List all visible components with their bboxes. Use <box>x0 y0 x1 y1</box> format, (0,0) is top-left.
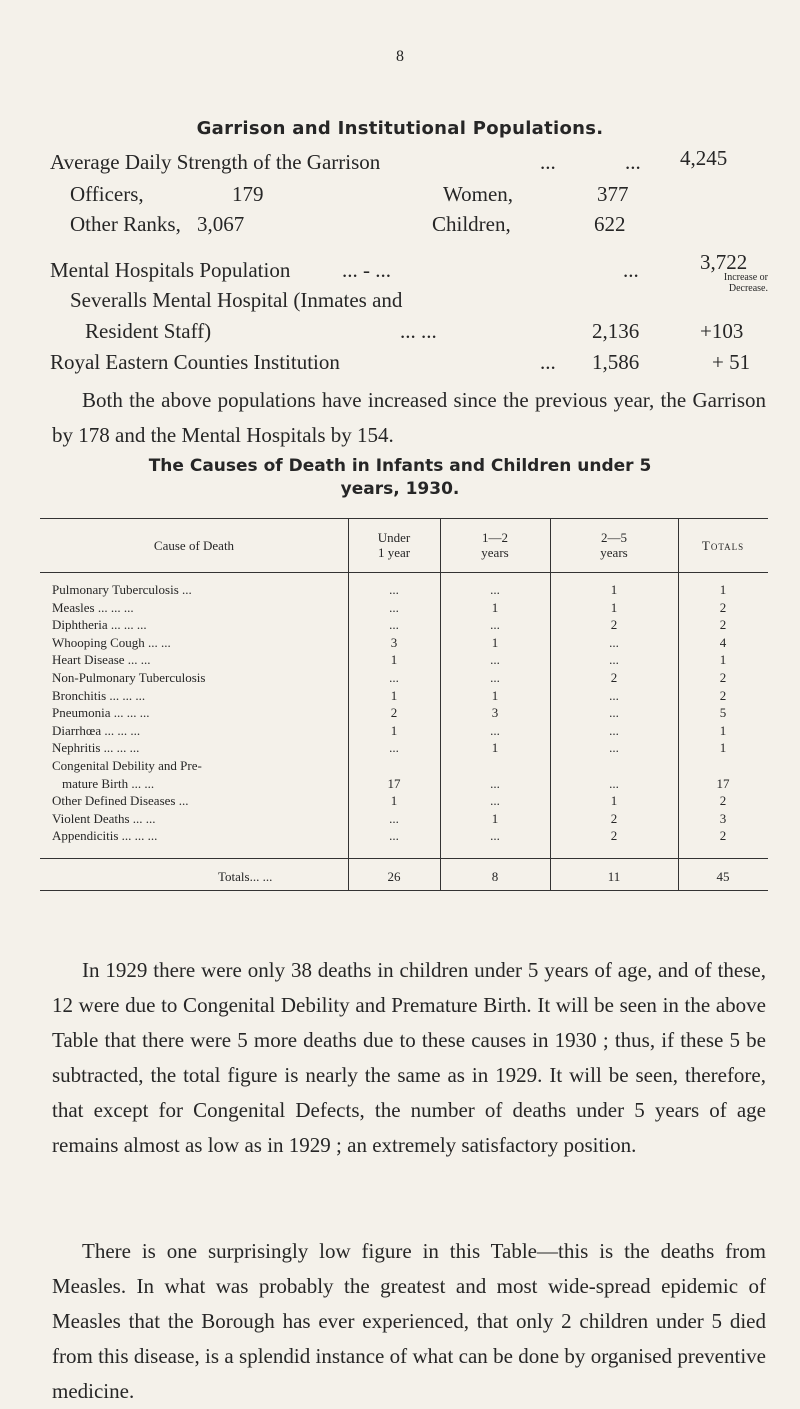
cell-1-2: ... <box>490 793 500 809</box>
children-label: Children, <box>432 212 511 236</box>
cell-2-5: ... <box>609 634 619 650</box>
mental-dots: ... - ... <box>342 258 391 282</box>
cell-under-1: 1 <box>390 722 398 738</box>
royal-label: Royal Eastern Counties Institution <box>50 350 340 374</box>
cell-2-5: 2 <box>610 670 618 685</box>
women-label: Women, <box>443 182 514 206</box>
other-ranks-value: 3,067 <box>197 212 245 236</box>
header-under-1-a: Under <box>377 530 411 545</box>
cell-1-2: ... <box>490 617 500 633</box>
table-title-line-1: The Causes of Death in Infants and Children under 5 <box>148 456 652 476</box>
garrison-avg-dots-2: ... <box>625 150 641 174</box>
severalls-label-1: Severalls Mental Hospital (Inmates and <box>70 288 403 312</box>
garrison-avg-total: 4,245 <box>680 146 728 170</box>
cell-total: 2 <box>719 687 727 703</box>
cell-cause: Whooping Cough ... ... <box>52 634 171 650</box>
cell-total: 2 <box>719 670 727 685</box>
cell-cause: Appendicitis ... ... ... <box>52 828 158 844</box>
cell-under-1: 2 <box>390 705 398 721</box>
cell-under-1: ... <box>389 828 399 844</box>
header-2-5-a: 2—5 <box>601 530 627 545</box>
cell-total: 1 <box>719 652 727 668</box>
change-header-line-1: Increase or <box>723 272 768 283</box>
cell-2-5: 1 <box>610 582 618 597</box>
cell-2-5: ... <box>609 705 619 721</box>
garrison-avg-dots-1: ... <box>540 150 556 174</box>
cell-cause: Congenital Debility and Pre- <box>52 758 202 773</box>
header-under-1-b: 1 year <box>377 545 411 560</box>
table-title-line-2: years, 1930. <box>340 479 460 499</box>
table-bottom-rule <box>40 890 768 891</box>
header-2-5-b: years <box>600 545 628 560</box>
totals-all: 45 <box>716 869 730 884</box>
table-top-rule <box>40 518 768 519</box>
cell-2-5: ... <box>609 775 619 791</box>
cell-2-5: 1 <box>610 599 618 615</box>
cell-1-2: ... <box>490 828 500 844</box>
cell-1-2: ... <box>490 670 500 685</box>
cell-under-1: ... <box>389 810 399 826</box>
totals-label: Totals... ... <box>218 869 273 884</box>
cell-cause: Pulmonary Tuberculosis ... <box>52 582 192 597</box>
cell-cause: Pneumonia ... ... ... <box>52 705 150 721</box>
cell-total: 2 <box>719 599 727 615</box>
cell-1-2: 1 <box>491 599 499 615</box>
mental-total: 3,722 <box>700 250 748 274</box>
cell-2-5: 2 <box>610 828 618 844</box>
cell-under-1: 1 <box>390 793 398 809</box>
cell-total: 4 <box>719 634 727 650</box>
change-header-line-2: Decrease. <box>728 283 768 294</box>
severalls-value: 2,136 <box>592 319 640 343</box>
cell-under-1: ... <box>389 740 399 756</box>
change-header <box>680 272 768 294</box>
cell-under-1: 17 <box>387 775 401 791</box>
population-paragraph: Both the above populations have increased since the previous year, the Garrison by 178 and the Mental Hospitals by 154. <box>52 388 766 447</box>
cell-1-2: ... <box>490 582 500 597</box>
cell-cause: Diarrhœa ... ... ... <box>52 722 141 738</box>
cell-cause: Diphtheria ... ... ... <box>52 617 147 633</box>
section-title: Garrison and Institutional Populations. <box>196 118 604 139</box>
children-value: 622 <box>594 212 626 236</box>
totals-1-2: 8 <box>491 869 499 884</box>
cell-2-5: ... <box>609 687 619 703</box>
cell-under-1: 1 <box>390 652 398 668</box>
cell-total: 2 <box>719 793 727 809</box>
header-1-2-b: years <box>481 545 509 560</box>
cell-total: 2 <box>719 828 727 844</box>
cell-total: 17 <box>716 775 730 791</box>
header-under-1 <box>348 530 440 560</box>
cell-1-2: 1 <box>491 634 499 650</box>
cell-cause: Other Defined Diseases ... <box>52 793 189 809</box>
cell-cause: Nephritis ... ... ... <box>52 740 140 756</box>
deaths-paragraph: In 1929 there were only 38 deaths in children under 5 years of age, and of these, 12 were due to Congenital Debility and Premature Birth. It will be seen in the above Table that there were 5 more deaths due to these causes in 1930 ; thus, if these 5 be subtracted, the total figure is nearly the same as in 1929. It will be seen, therefore, that except for Congenital Defects, the number of deaths under 5 years of age remains almost as low as in 1929 ; an extremely satisfactory position. <box>52 958 766 1157</box>
cell-2-5: ... <box>609 740 619 756</box>
cell-1-2: 3 <box>491 705 499 721</box>
cell-1-2: ... <box>490 652 500 668</box>
cell-under-1: ... <box>389 670 399 685</box>
mental-dots-2: ... <box>623 258 639 282</box>
table-totals-rule <box>40 858 768 859</box>
cell-1-2: ... <box>490 722 500 738</box>
other-ranks-label: Other Ranks, <box>70 212 181 236</box>
totals-2-5: 11 <box>607 869 621 884</box>
cell-1-2: 1 <box>491 687 499 703</box>
cell-cause: Non-Pulmonary Tuberculosis <box>52 670 206 685</box>
cell-1-2: ... <box>490 775 500 791</box>
cell-2-5: ... <box>609 652 619 668</box>
measles-paragraph: There is one surprisingly low figure in this Table—this is the deaths from Measles. In what was probably the greatest and most wide-spread epidemic of Measles that the Borough has ever experienced, that only 2 children under 5 died from this disease, is a splendid instance of what can be done by organised preventive medicine. <box>52 1239 766 1403</box>
header-cause: Cause of Death <box>153 538 235 553</box>
cell-total: 1 <box>719 722 727 738</box>
officers-label: Officers, <box>70 182 144 206</box>
cell-total: 1 <box>719 740 727 756</box>
cell-1-2: 1 <box>491 810 499 826</box>
cell-under-1: ... <box>389 617 399 633</box>
cell-2-5: 2 <box>610 810 618 826</box>
table-header-rule <box>40 572 768 573</box>
cell-2-5: 2 <box>610 617 618 633</box>
garrison-avg-label: Average Daily Strength of the Garrison <box>50 150 381 174</box>
cell-total: 3 <box>719 810 727 826</box>
women-value: 377 <box>597 182 629 206</box>
header-totals: Totals <box>701 538 745 553</box>
cell-cause: Heart Disease ... ... <box>52 652 151 668</box>
cell-under-1: ... <box>389 582 399 597</box>
severalls-change: +103 <box>700 319 744 343</box>
royal-dots: ... <box>540 350 556 374</box>
cell-cause: mature Birth ... ... <box>62 775 155 791</box>
header-2-5 <box>550 530 678 560</box>
cell-1-2: 1 <box>491 740 499 756</box>
cell-2-5: 1 <box>610 793 618 809</box>
cell-total: 5 <box>719 705 727 721</box>
totals-under-1: 26 <box>387 869 401 884</box>
header-1-2-a: 1—2 <box>482 530 508 545</box>
causes-of-death-table <box>40 518 768 923</box>
royal-value: 1,586 <box>592 350 640 374</box>
cell-under-1: 3 <box>390 634 398 650</box>
cell-total: 2 <box>719 617 727 633</box>
cell-2-5: ... <box>609 722 619 738</box>
cell-under-1: 1 <box>390 687 398 703</box>
page-number: 8 <box>396 48 404 65</box>
header-1-2 <box>440 530 550 560</box>
cell-cause: Measles ... ... ... <box>52 599 134 615</box>
cell-total: 1 <box>719 582 727 597</box>
severalls-dots: ... ... <box>400 319 437 343</box>
royal-change: + 51 <box>712 350 751 374</box>
cell-cause: Violent Deaths ... ... <box>52 810 156 826</box>
cell-cause: Bronchitis ... ... ... <box>52 687 146 703</box>
officers-value: 179 <box>232 182 264 206</box>
cell-under-1: ... <box>389 599 399 615</box>
mental-label: Mental Hospitals Population <box>50 258 291 282</box>
severalls-label-2: Resident Staff) <box>85 319 212 343</box>
